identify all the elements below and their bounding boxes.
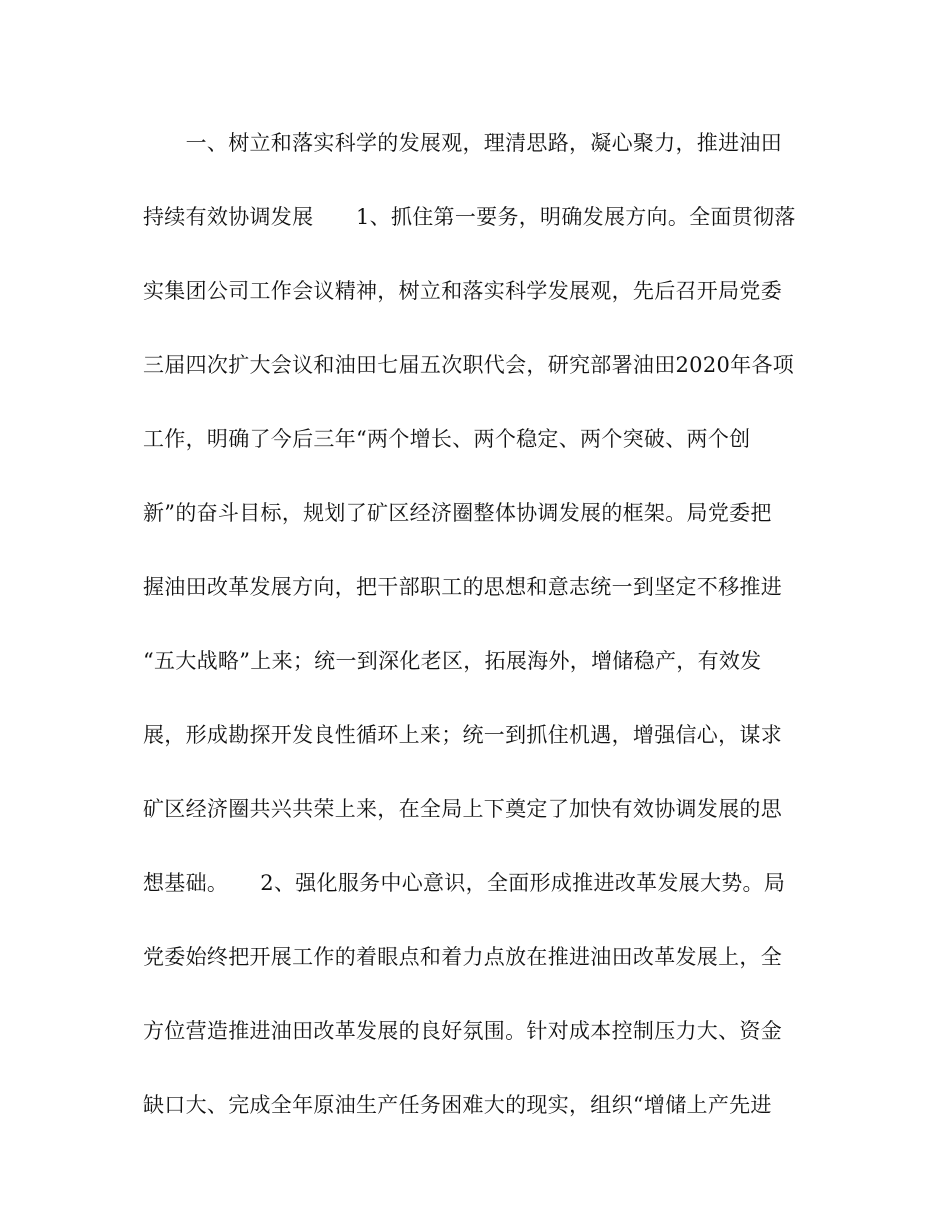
text-line: 展，形成勘探开发良性循环上来；统一到抓住机遇，增强信心，谋求 bbox=[143, 723, 782, 747]
text-line: 三届四次扩大会议和油田七届五次职代会，研究部署油田2020年各项 bbox=[143, 353, 795, 377]
text-line: 矿区经济圈共兴共荣上来，在全局上下奠定了加快有效协调发展的思 bbox=[143, 797, 782, 821]
text-line: 党委始终把开展工作的着眼点和着力点放在推进油田改革发展上，全 bbox=[143, 945, 782, 969]
text-line: 缺口大、完成全年原油生产任务困难大的现实，组织“增储上产先进 bbox=[143, 1093, 772, 1117]
text-line: 工作，明确了今后三年“两个增长、两个稳定、两个突破、两个创 bbox=[143, 427, 751, 451]
text-line: 方位营造推进油田改革发展的良好氛围。针对成本控制压力大、资金 bbox=[143, 1019, 782, 1043]
text-line: 想基础。 2、强化服务中心意识，全面形成推进改革发展大势。局 bbox=[143, 871, 786, 895]
text-line: 实集团公司工作会议精神，树立和落实科学发展观，先后召开局党委 bbox=[143, 279, 782, 303]
text-line: “五大战略”上来；统一到深化老区，拓展海外，增储稳产，有效发 bbox=[143, 649, 762, 673]
text-line: 持续有效协调发展 1、抓住第一要务，明确发展方向。全面贯彻落 bbox=[143, 205, 796, 229]
text-line: 一、树立和落实科学的发展观，理清思路，凝心聚力，推进油田 bbox=[143, 131, 782, 155]
text-line: 握油田改革发展方向，把干部职工的思想和意志统一到坚定不移推进 bbox=[143, 575, 782, 599]
text-line: 新”的奋斗目标，规划了矿区经济圈整体协调发展的框架。局党委把 bbox=[143, 501, 772, 525]
